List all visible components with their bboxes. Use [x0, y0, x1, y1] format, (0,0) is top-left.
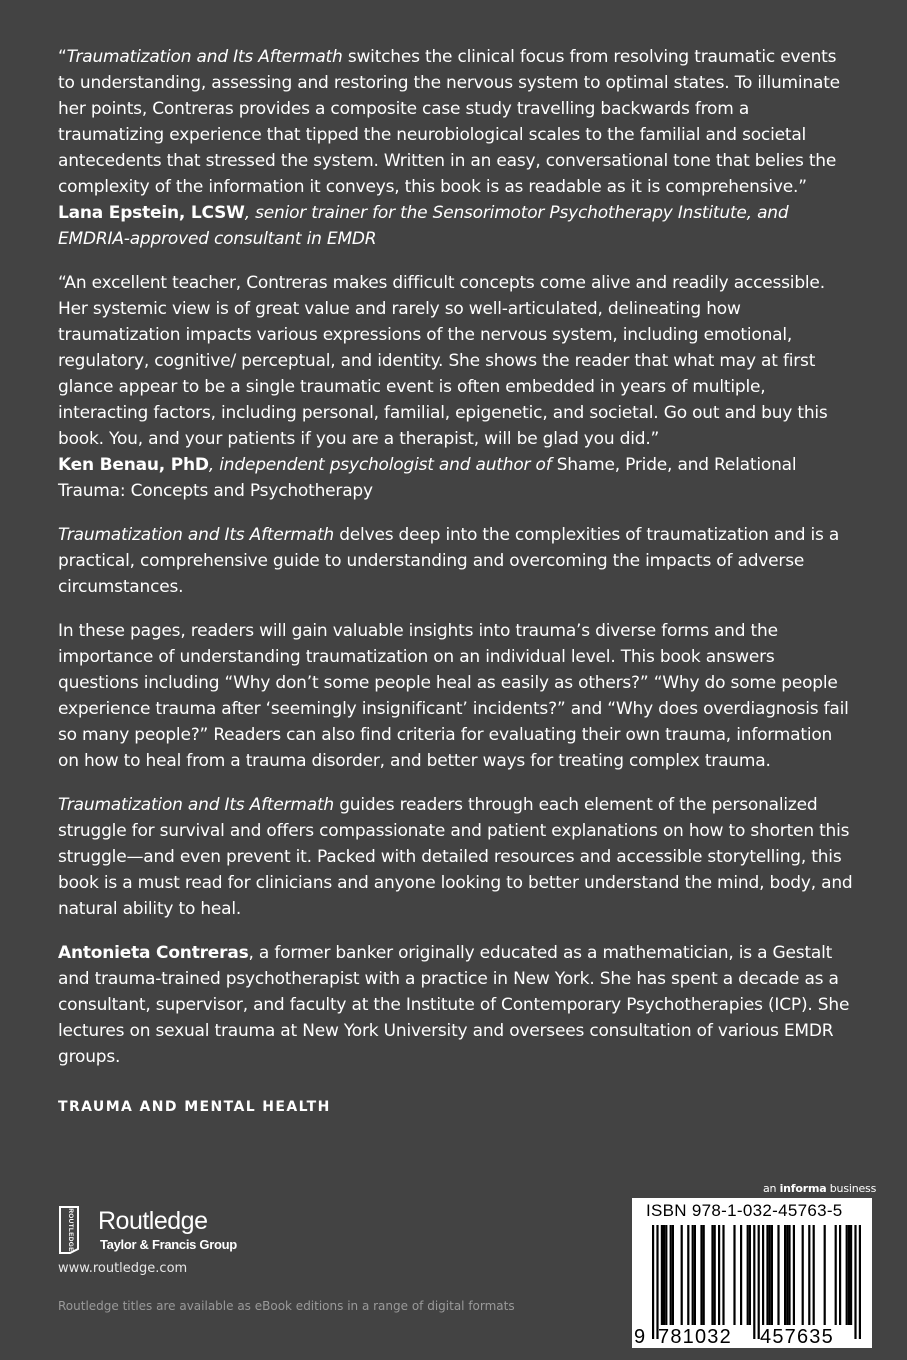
description-paragraph-3: Traumatization and Its Aftermath guides readers through each element of the personalized struggle for survival and offers compassionate and patient explanations on how to shorten this struggle—and even prevent it. Packed with detailed resources and accessible storytelling, this book is a must read for clinicians and anyone looking to better understand the mind, body, and natural ability to heal.: [58, 795, 853, 919]
endorsement-2-text: “An excellent teacher, Contreras makes difficult concepts come alive and readily accessible. Her systemic view is of great value and rarely so well-articulated, delineating how traumatization impacts various expressions of the nervous system, including emotional, regulatory, cognitive/ perceptual, and identity. She shows the reader that what may at first glance appear to be a single traumatic event is often embedded in years of multiple, interacting factors, including personal, familial, epigenetic, and societal. Go out and buy this book. You, and your patients if you are a therapist, will be glad you did.”: [58, 273, 828, 449]
barcode-bar: [802, 1225, 804, 1325]
barcode-bar: [694, 1225, 696, 1325]
barcode-bar: [788, 1225, 790, 1325]
informa-business: an informa business: [763, 1182, 877, 1195]
barcode-bar: [740, 1225, 742, 1325]
endorsement-1-text: “Traumatization and Its Aftermath switches the clinical focus from resolving traumatic events to understanding, assessing and restoring the nervous system to optimal states. To illuminate her points, Contreras provides a composite case study travelling backwards from a traumatizing experience that tipped the neurobiological scales to the familial and societal antecedents that stressed the system. Written in an easy, conversational tone that belies the complexity of the information it conveys, this book is as readable as it is comprehensive.”: [58, 47, 840, 197]
informa-brand: informa: [779, 1182, 827, 1195]
barcode-bar: [793, 1225, 795, 1325]
barcode-bar: [661, 1225, 663, 1325]
barcode-bar: [747, 1225, 749, 1325]
publisher-group: Taylor & Francis Group: [100, 1237, 237, 1252]
barcode-bar: [824, 1225, 826, 1325]
barcode-bar: [700, 1225, 702, 1325]
barcode-guard-bar: [652, 1225, 654, 1339]
svg-text:ROUTLEDGE: ROUTLEDGE: [67, 1208, 74, 1252]
barcode-bar: [722, 1225, 724, 1325]
author-bio: Antonieta Contreras, a former banker originally educated as a mathematician, is a Gestalt and trauma-trained psychotherapist with a practice in New York. She has spent a decade as a consultant, supervisor, and faculty at the Institute of Contemporary Psychotherapies (ICP). She lectures on sexual trauma at New York University and oversees consultation of various EMDR groups.: [58, 943, 850, 1067]
endorser-role: , senior trainer for the Sensorimotor Psychotherapy Institute, and EMDRIA-approved consultant in EMDR: [58, 203, 789, 249]
barcode-digits: [632, 1326, 872, 1348]
book-title-ref: Traumatization and Its Aftermath: [58, 795, 334, 815]
barcode-guard-bar: [656, 1225, 658, 1339]
barcode-bar: [777, 1225, 779, 1325]
barcode-bar: [670, 1225, 672, 1325]
barcode-guard-bar: [758, 1225, 760, 1339]
endorsement-1-attribution: [58, 200, 858, 252]
barcode-bar: [846, 1225, 848, 1325]
barcode-bar: [749, 1225, 751, 1325]
barcode-bar: [850, 1225, 852, 1325]
barcode-bar: [839, 1225, 841, 1325]
barcode-guard-bar: [753, 1225, 755, 1339]
barcode-bar: [808, 1225, 810, 1325]
barcode-bar: [769, 1225, 771, 1325]
ebook-note: Routledge titles are available as eBook editions in a range of digital formats: [58, 1299, 515, 1313]
barcode-bar: [687, 1225, 689, 1325]
barcode-digit-first: 9: [634, 1326, 646, 1348]
endorser-work: Shame, Pride, and Relational Trauma: Concepts and Psychotherapy: [58, 455, 797, 501]
publisher-logo: [58, 1205, 358, 1255]
back-cover-text: [58, 44, 858, 1088]
endorsement-1: [58, 44, 858, 252]
barcode-guard-bar: [854, 1225, 856, 1339]
barcode-bar: [786, 1225, 788, 1325]
endorsement-2: [58, 270, 858, 504]
description-paragraph-2: In these pages, readers will gain valuable insights into trauma’s diverse forms and the importance of understanding traumatization on an individual level. This book answers questions including “Why don’t some people heal as easily as others?” “Why do some people experience trauma after ‘seemingly insignificant’ incidents?” and “Why does overdiagnosis fail so many people?” Readers can also find criteria for evaluating their own trauma, information on how to heal from a trauma disorder, and better ways for treating complex trauma.: [58, 621, 849, 771]
endorser-role: , independent psychologist and author of: [208, 455, 557, 475]
publisher-website: www.routledge.com: [58, 1261, 188, 1276]
barcode-bar: [813, 1225, 815, 1325]
barcode-bar: [665, 1225, 667, 1325]
description-paragraph-1: Traumatization and Its Aftermath delves deep into the complexities of traumatization and is a practical, comprehensive guide to understanding and overcoming the impacts of adverse circumstances.: [58, 525, 840, 597]
isbn-barcode: [632, 1198, 872, 1348]
book-title-ref: Traumatization and Its Aftermath: [58, 525, 334, 545]
barcode-bar: [663, 1225, 665, 1325]
publisher-name: Routledge: [98, 1207, 208, 1235]
barcode-bar: [848, 1225, 850, 1325]
barcode-bar: [733, 1225, 735, 1325]
barcode-bar: [711, 1225, 713, 1325]
barcode-digit-group-1: 781032: [658, 1326, 732, 1348]
barcode-bar: [771, 1225, 773, 1325]
series-title: TRAUMA AND MENTAL HEALTH: [58, 1099, 331, 1115]
barcode-bar: [692, 1225, 694, 1325]
barcode-bar: [835, 1225, 837, 1325]
barcode-guard-bar: [859, 1225, 861, 1339]
barcode-bar: [766, 1225, 768, 1325]
book-title-ref: Traumatization and Its Aftermath: [66, 47, 343, 67]
barcode-bar: [681, 1225, 683, 1325]
barcode-bar: [672, 1225, 674, 1325]
barcode-bar: [718, 1225, 720, 1325]
barcode-digit-group-2: 457635: [760, 1326, 834, 1348]
barcode-bar: [714, 1225, 716, 1325]
barcode-bar: [784, 1225, 786, 1325]
endorser-name: Ken Benau, PhD: [58, 455, 209, 475]
barcode-bar: [762, 1225, 764, 1325]
author-name: Antonieta Contreras: [58, 943, 249, 963]
isbn-label: ISBN 978-1-032-45763-5: [646, 1201, 843, 1220]
routledge-logo-icon: [58, 1205, 80, 1255]
endorser-name: Lana Epstein, LCSW: [58, 203, 245, 223]
barcode-bar: [703, 1225, 705, 1325]
endorsement-2-attribution: [58, 452, 858, 504]
